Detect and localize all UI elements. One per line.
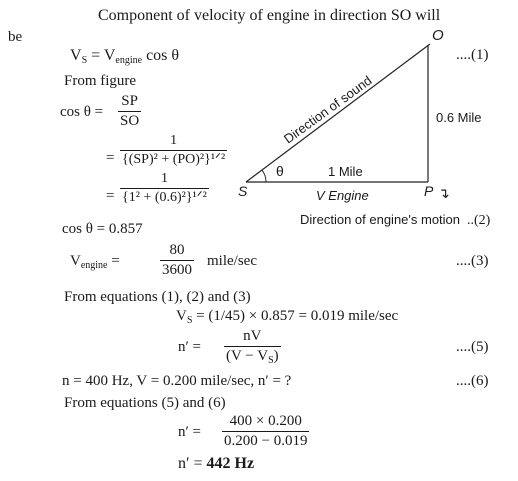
intro-line-1: Component of velocity of engine in direction SO will (98, 7, 441, 24)
label-direction-sound: Direction of sound (280, 72, 375, 147)
equation-3-tag: ....(3) (456, 253, 489, 269)
label-o: O (432, 27, 444, 44)
label-engine-motion: Direction of engine's motion (300, 212, 461, 227)
from-figure-text: From figure (64, 73, 137, 89)
intro-line-2: be (8, 29, 23, 45)
from-equations-123: From equations (1), (2) and (3) (64, 289, 251, 305)
cos-theta-lhs: cos θ = (60, 104, 104, 120)
fraction-sp-so: $\frac{SP}{SO}$ (120, 93, 140, 129)
equation-5-tag: ....(5) (456, 339, 489, 355)
equals-sign-3: = (106, 188, 115, 204)
label-p: P (424, 183, 434, 199)
equation-1-tag: ....(1) (456, 47, 489, 63)
v-engine-lhs: $V_{engine}$ = (70, 253, 120, 271)
equation-2-tag: ..(2) (467, 213, 491, 228)
vs-equation: $V_S = (1/45) \times 0.857 = 0.019$ mile/sec (176, 308, 399, 326)
label-theta: θ (276, 163, 284, 179)
label-po-distance: 0.6 Mile (436, 110, 482, 125)
final-result: n′ = 442 Hz (178, 455, 255, 472)
from-equations-56: From equations (5) and (6) (64, 395, 226, 411)
given-values: n = 400 Hz, V = 0.200 mile/sec, n′ = ? (62, 373, 292, 389)
fraction-80-3600: $\frac{80}{3600}$ (162, 242, 192, 278)
equals-sign-2: = (106, 150, 115, 166)
equation-6-tag: ....(6) (456, 373, 489, 389)
arrow-down-icon: ↴ (438, 185, 450, 201)
fraction-values: 1 {1² + (0.6)²}¹ᐟ² (122, 171, 207, 205)
fraction-pythagoras: 1 {(SP)² + (PO)²}¹ᐟ² (122, 133, 226, 167)
fraction-numeric: $\frac{400 \times 0.200}{0.200 - 0.019}$ (224, 413, 308, 449)
cos-theta-value: cos θ = 0.857 (62, 221, 143, 237)
nprime-lhs: n′ = (178, 339, 201, 355)
label-s: S (238, 183, 248, 199)
v-engine-unit: mile/sec (207, 253, 257, 269)
label-sp-distance: 1 Mile (328, 164, 363, 179)
equation-1: $V_S = V_{engine}$ cos θ (70, 47, 180, 66)
nprime2-lhs: n′ = (178, 424, 201, 440)
line-so (246, 44, 430, 182)
label-v-engine: V Engine (316, 188, 369, 203)
theta-arc (262, 170, 266, 182)
fraction-doppler: $\frac{nV}{(V - V_S)}$ (226, 328, 279, 366)
